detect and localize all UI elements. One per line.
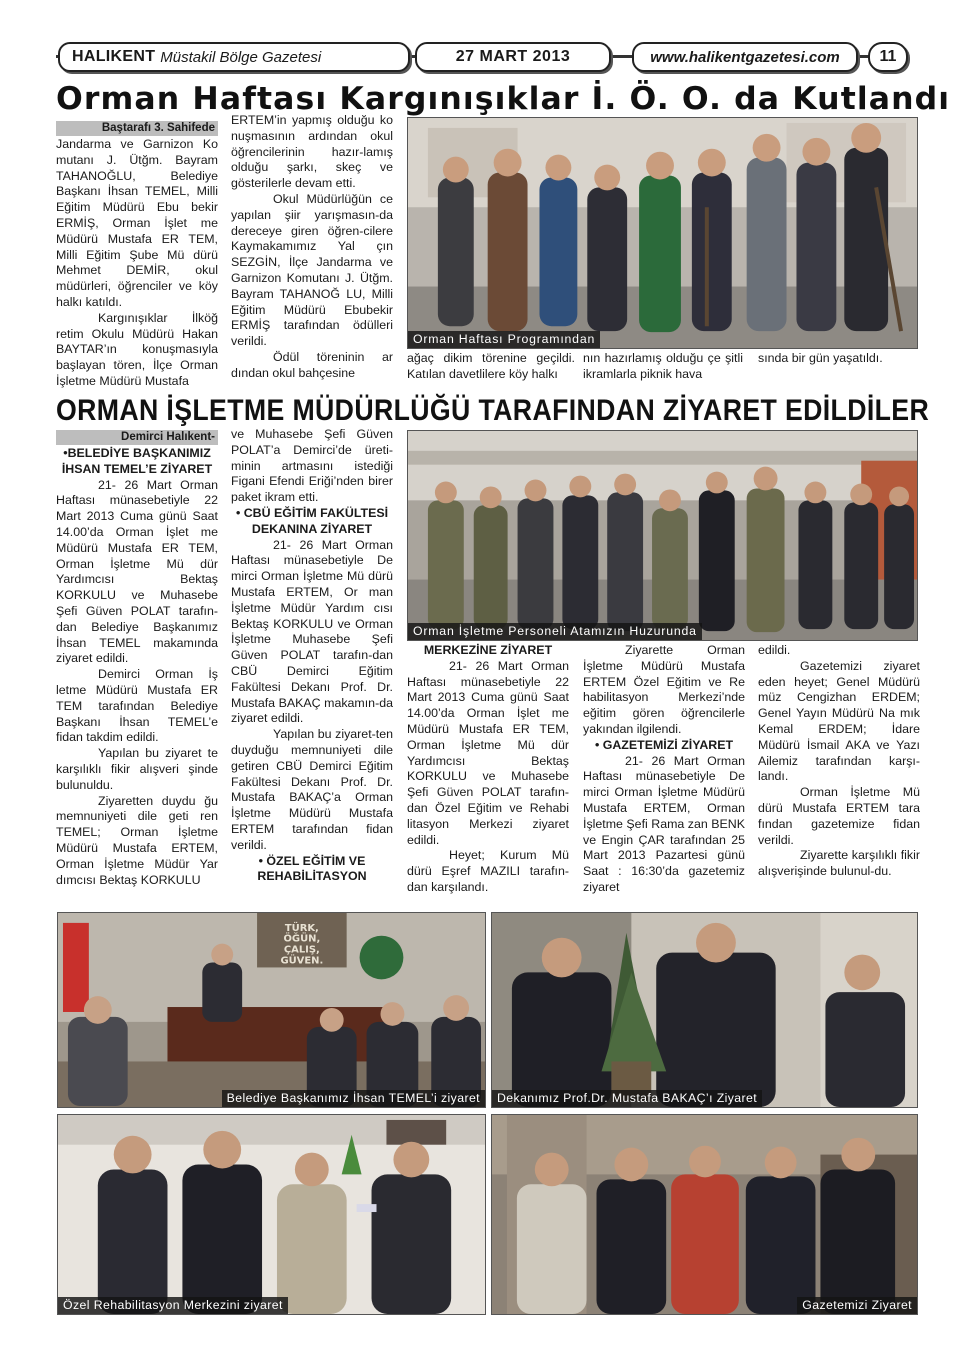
rehab-visit-caption: Özel Rehabilitasyon Merkezini ziyaret <box>58 1297 288 1314</box>
article2-col3-paragraph: Heyet; Kurum Mü dürü Eşref MAZILI tarafın-dan karşılandı. <box>407 848 569 894</box>
rehab-visit-photo <box>57 1114 486 1315</box>
article2-column-3 <box>407 643 569 903</box>
article1-column-1 <box>56 121 218 391</box>
newspaper-visit-caption: Gazetemizi Ziyaret <box>797 1297 917 1314</box>
article1-col2-paragraph: Okul Müdürlüğün ce yapılan şiir yarışmasın-da dereceye giren öğren-cilere Kaymakamımız Yal çın SEZGİN, İlçe Jandarma ve Garnizon Komutanı J. Ütğm. Bayram TAHANOĞ LU, Milli Eğitim Müdürü Ebubekir ERMİŞ tarafından ödülleri verildi. <box>231 191 393 349</box>
article2-subhead-dean: • CBÜ EĞİTİM FAKÜLTESİ DEKANINA ZİYARET <box>235 505 389 536</box>
article2-col3-paragraph: 21- 26 Mart Orman Haftası münasebetiyle 22 Mart 2013 Cuma günü Saat 14.00’da Orman İşlet me Müdürü Mustafa ER TEM, Orman İşletme Mü dür Yardımcısı Bektaş KORKULU ve Muhasebe Şefi Güven POLAT tarafın-dan Özel Eğitim ve Rehabi litasyon Merkezi ziyaret edildi. <box>407 658 569 847</box>
article1-col2-paragraph: ERTEM’in yapmış olduğu ko nuşmasının ardından okul öğrencilerinin hazır-lamış olduğu şarkı, skeç ve gösterilerle devam etti. <box>231 113 393 191</box>
staff-photo-caption: Orman İşletme Personeli Atamızın Huzurunda <box>408 623 702 640</box>
article2-column-2 <box>231 427 393 908</box>
article1-col5-paragraph: sında bir gün yaşatıldı. <box>758 351 883 365</box>
article2-col4-paragraph: Ziyarette Orman İşletme Müdürü Mustafa ERTEM Özel Eğitim ve Re habilitasyon Merkezi’nde eğitim gören öğrencilerle yakından ilgilendi. <box>583 643 745 736</box>
wall-sign-line: ÖĞÜN, <box>283 933 321 945</box>
article2-col5-paragraph: Gazetemizi ziyaret eden heyet; Genel Müdürü müz Cengizhan ERDEM; Genel Yayın Müdürü Na mık Kemal ERDEM; İdare Müdürü İsmail AKA ve Yazı Ailemiz tarafından karşı-landı. <box>758 658 920 784</box>
article2-column-4 <box>583 643 745 903</box>
page-number: 11 <box>879 48 897 65</box>
newspaper-visit-photo-image <box>492 1115 917 1314</box>
masthead-date: 27 MART 2013 <box>455 48 571 65</box>
article2-headline: ORMAN İŞLETME MÜDÜRLÜĞÜ TARAFINDAN ZİYARET EDİLDİLER <box>56 394 930 427</box>
article1-col3-paragraph: ağaç dikim törenine geçildi. Katılan davetlilere köy halkı <box>407 351 575 381</box>
students-photo-caption: Orman Haftası Programından <box>408 331 600 348</box>
rehab-visit-photo-image <box>58 1115 485 1314</box>
article2-col5-paragraph: edildi. <box>758 643 791 657</box>
article2-subhead-mayor: •BELEDİYE BAŞKANIMIZ İHSAN TEMEL’E ZİYARET <box>61 446 213 476</box>
article2-col1-paragraph: Ziyaretten duydu ğu memnuniyeti dile geti ren TEMEL; Orman İşletme Müdürü Mustafa ERTEM, Orman İşletme Müdür Yar dımcısı Bektaş KORKULU <box>56 793 218 887</box>
mayor-visit-photo-image <box>58 913 485 1107</box>
article2-subhead-newspaper: • GAZETEMİZİ ZİYARET <box>594 737 734 752</box>
dean-visit-photo <box>491 912 918 1108</box>
article2-column-1 <box>56 430 218 908</box>
staff-photo-image <box>408 431 917 640</box>
wall-sign-line: TÜRK, <box>284 922 319 934</box>
article2-col1-paragraph: Demirci Orman İş letme Müdürü Mustafa ER TEM tarafından Belediye Başkanı İhsan TEMEL’e fidan takdim edildi. <box>56 667 218 745</box>
masthead-page-box <box>868 42 908 72</box>
continued-from-label: Baştarafı 3. Sahifede <box>56 121 218 136</box>
article1-col1-paragraph: Kargınışıklar İlköğ retim Okulu Müdürü Hakan BAYTAR’ın konuşmasıyla başlayan tören, İlçe Orman İşletme Müdürü Mustafa <box>56 310 218 388</box>
article2-col5-paragraph: Ziyarette karşılıklı fikir alışverişinde bulunul-du. <box>758 848 920 879</box>
masthead-brand-box <box>58 42 410 72</box>
article2-col2-lead: ve Muhasebe Şefi Güven POLAT’a Demirci’de üreti-minin artmasını istediği Figani Efendi Eriği’nden birer paket ikram etti. <box>231 427 393 505</box>
masthead-website-box <box>632 42 858 72</box>
masthead-brand-subtitle: Müstakil Bölge Gazetesi <box>160 48 322 66</box>
byline: Demirci Halıkent- <box>56 430 218 445</box>
article1-column-2 <box>231 113 393 391</box>
mayor-visit-photo <box>57 912 486 1108</box>
article1-col4-paragraph: nın hazırlamış olduğu çe şitli ikramlarla piknik hava <box>583 351 743 381</box>
article2-col5-paragraph: Orman İşletme Mü dürü Mustafa ERTEM tara fından gazetemize fidan verildi. <box>758 785 920 847</box>
masthead-website[interactable]: www.halikentgazetesi.com <box>650 48 840 66</box>
article1-column-4 <box>583 351 743 391</box>
students-photo-image <box>408 118 917 348</box>
staff-photo <box>407 430 918 641</box>
article2-col1-paragraph: 21- 26 Mart Orman Haftası münasebetiyle 22 Mart 2013 Cuma günü Saat 14.00’da Orman İşlet me Müdürü Mustafa ER TEM, Orman İşletme Mü dür Yardımcısı Bektaş KORKULU ve Muhasebe Şefi Güven POLAT tarafın-dan Belediye Başkanımız İhsan TEMEL makamında ziyaret edildi. <box>56 477 218 666</box>
newspaper-visit-photo <box>491 1114 918 1315</box>
article1-column-5 <box>758 351 920 391</box>
dean-visit-caption: Dekanımız Prof.Dr. Mustafa BAKAÇ’ı Ziyaret <box>492 1090 762 1107</box>
article2-col2-paragraph: 21- 26 Mart Orman Haftası münasebetiyle De mirci Orman İşletme Mü dürü Mustafa ERTEM, Or man İşletme Müdür Yardım cısı Bektaş KORKULU ve Orman İşletme Muhasebe Şefi Güven POLAT tarafın-dan CBÜ Demirci Eğitim Fakültesi Dekanı Prof. Dr. Mustafa BAKAÇ makamın-da ziyaret edildi. <box>231 537 393 726</box>
article1-col2-paragraph: Ödül töreninin ar dından okul bahçesine <box>231 349 393 380</box>
wall-sign-line: ÇALIŞ, <box>283 944 320 956</box>
article2-column-5 <box>758 643 920 903</box>
mayor-visit-caption: Belediye Başkanımız İhsan TEMEL’i ziyaret <box>222 1090 485 1107</box>
article2-col1-paragraph: Yapılan bu ziyaret te karşılıklı fikir alışveri şinde bulunuldu. <box>56 746 218 792</box>
article2-col2-paragraph: Yapılan bu ziyaret-ten duyduğu memnuniyeti dile getiren CBÜ Demirci Eğitim Fakültesi Dekanı Prof. Dr. Mustafa BAKAÇ’a Orman İşletme Müdürü Mustafa ERTEM tarafından fidan verildi. <box>231 727 393 852</box>
article2-subhead-rehab: • ÖZEL EĞİTİM VE REHABİLİTASYON <box>257 853 367 884</box>
students-photo <box>407 117 918 349</box>
masthead-brand: HALIKENT <box>72 48 156 65</box>
article1-col1-paragraph: Jandarma ve Garnizon Ko mutanı J. Ütğm. Bayram TAHANOĞLU, Belediye Başkanı İhsan TEMEL, Milli Eğitim Müdürü Ebu bekir ERMİŞ, Orman İşlet me Müdürü Mustafa ER TEM, Milli Eğitim Şube Mü dürü Mehmet DEMİR, okul müdürleri, öğrenciler ve köy halkı katıldı. <box>56 137 218 309</box>
masthead-date-box <box>415 42 611 72</box>
article1-column-3 <box>407 351 575 391</box>
wall-sign-line: GÜVEN. <box>280 955 324 967</box>
article2-col4-paragraph: 21- 26 Mart Orman Haftası münasebetiyle De mirci Orman İşletme Müdürü Mustafa ERTEM, Orman İşletme Şefi Rama zan BENK ve Engin ÇAR tarafından 25 Mart 2013 Pazartesi günü Saat : 16:30’da gazetemiz ziyaret <box>583 753 745 894</box>
article1-headline: Orman Haftası Kargınışıklar İ. Ö. O. da Kutlandı <box>56 81 951 117</box>
dean-visit-photo-image <box>492 913 917 1107</box>
article2-subhead-center: MERKEZİNE ZİYARET <box>423 643 553 657</box>
